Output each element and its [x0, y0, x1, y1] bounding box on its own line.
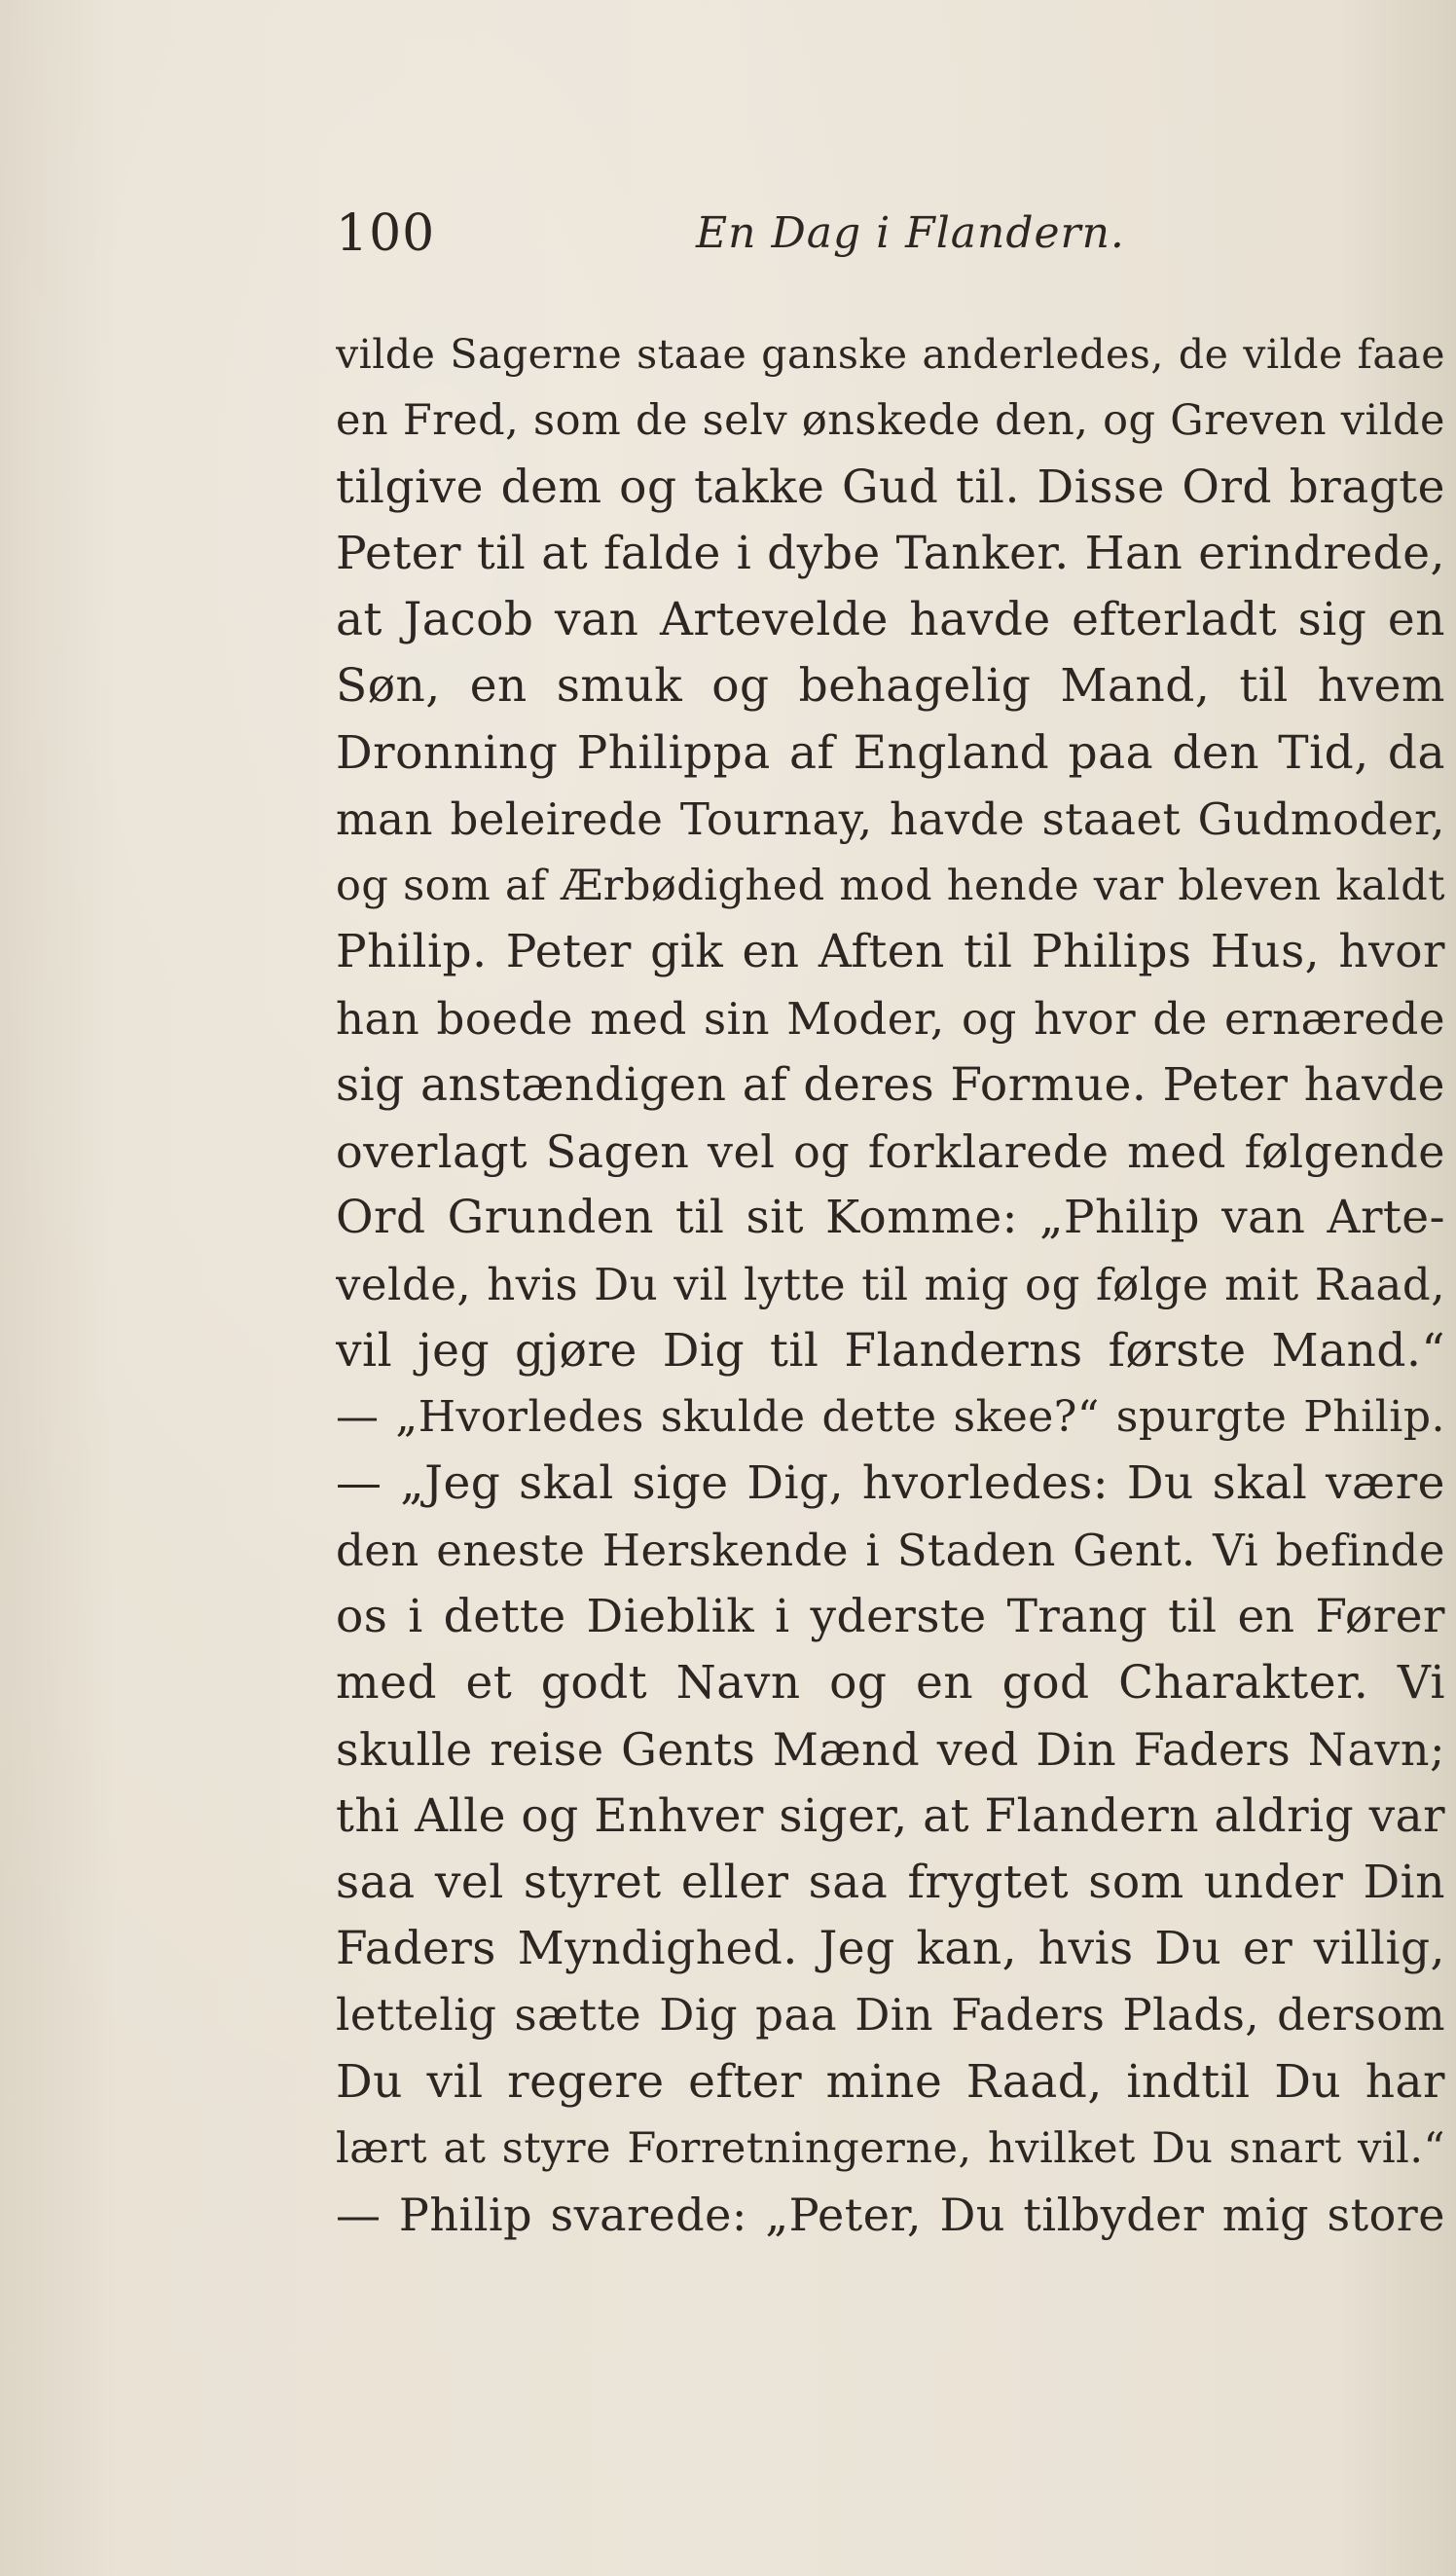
text-line: lært at styre Forretningerne, hvilket Du snart vil.“	[336, 2123, 1445, 2173]
text-line: Søn, en smuk og behagelig Mand, til hvem	[336, 659, 1445, 714]
text-line: tilgive dem og takke Gud til. Disse Ord bragte	[336, 460, 1445, 514]
text-line: man beleirede Tournay, havde staaet Gudmoder,	[336, 792, 1445, 845]
text-line: vilde Sagerne staae ganske anderledes, de vilde faae	[336, 331, 1445, 378]
text-line: Philip. Peter gik en Aften til Philips Hus, hvor	[336, 925, 1445, 979]
text-line: Dronning Philippa af England paa den Tid, da	[336, 725, 1445, 780]
text-line: — Philip svarede: „Peter, Du tilbyder mig store	[336, 2189, 1445, 2241]
page-number: 100	[336, 204, 436, 263]
text-line: thi Alle og Enhver siger, at Flandern aldrig var	[336, 1788, 1445, 1843]
text-line: vil jeg gjøre Dig til Flanderns første Mand.“	[336, 1323, 1445, 1378]
text-line: en Fred, som de selv ønskede den, og Greven vilde	[336, 396, 1445, 446]
text-line: med et godt Navn og en god Charakter. Vi	[336, 1656, 1445, 1710]
text-line: sig anstændigen af deres Formue. Peter havde	[336, 1057, 1445, 1112]
text-line: overlagt Sagen vel og forklarede med følgende	[336, 1125, 1445, 1178]
text-line: saa vel styret eller saa frygtet som under Din	[336, 1855, 1445, 1909]
text-line: den eneste Herskende i Staden Gent. Vi befinde	[336, 1524, 1445, 1576]
text-line: — „Jeg skal sige Dig, hvorledes: Du skal være	[336, 1456, 1445, 1511]
text-line: skulle reise Gents Mænd ved Din Faders Navn;	[336, 1723, 1445, 1777]
page-header	[336, 195, 1445, 273]
text-line: — „Hvorledes skulde dette skee?“ spurgte Philip.	[336, 1392, 1445, 1442]
text-line: velde, hvis Du vil lytte til mig og følge mit Raad,	[336, 1258, 1445, 1310]
text-line: lettelig sætte Dig paa Din Faders Plads, dersom	[336, 1989, 1445, 2042]
text-line: Faders Myndighed. Jeg kan, hvis Du er villig,	[336, 1922, 1445, 1975]
text-line: at Jacob van Artevelde havde efterladt sig en	[336, 593, 1445, 646]
running-title: En Dag i Flandern.	[696, 208, 1125, 258]
body-text	[336, 321, 1445, 2248]
text-line: han boede med sin Moder, og hvor de ernærede	[336, 992, 1445, 1045]
text-line: Ord Grunden til sit Komme: „Philip van Arte-	[336, 1191, 1445, 1245]
text-line: Du vil regere efter mine Raad, indtil Du har	[336, 2054, 1445, 2109]
text-line: os i dette Dieblik i yderste Trang til en Fører	[336, 1589, 1445, 1643]
text-line: Peter til at falde i dybe Tanker. Han erindrede,	[336, 526, 1445, 580]
text-line: og som af Ærbødighed mod hende var bleven kaldt	[336, 862, 1445, 910]
